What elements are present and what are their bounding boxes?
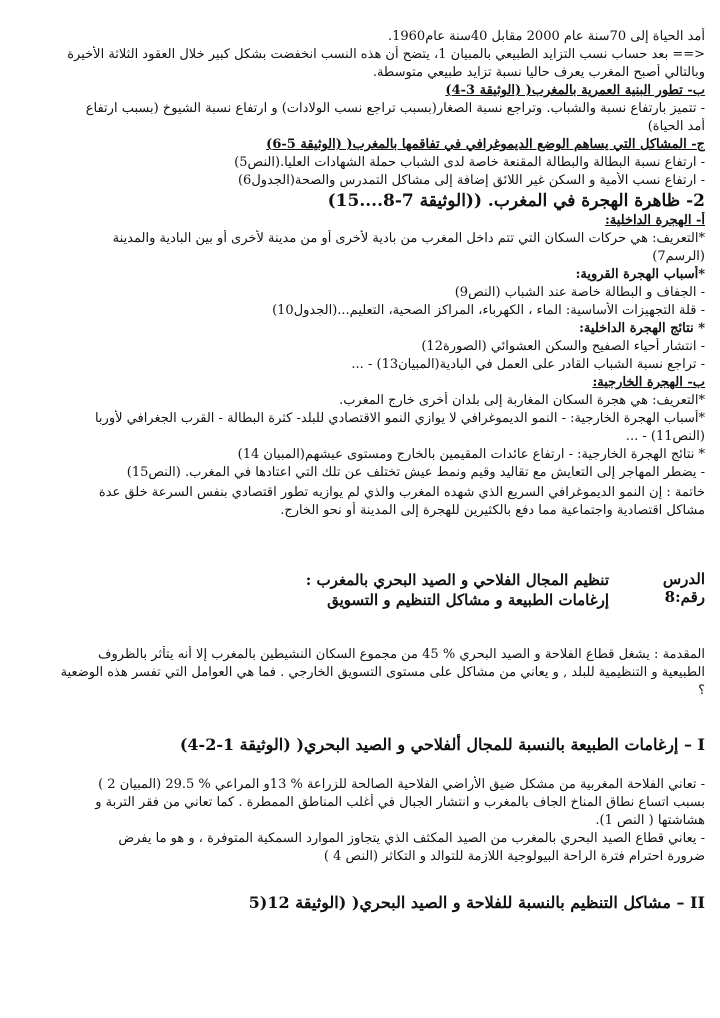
text-line: - انتشار أحياء الصفيح والسكن العشوائي (الصورة12) <box>421 339 705 354</box>
section-c-title: ج- المشاكل التي يساهم الوضع الديموغرافي في تفاقمها بالمغرب( (الوثيقة 5-6) <box>266 137 705 152</box>
text-line: - يعاني قطاع الصيد البحري بالمغرب من الصيد المكثف الذي يتجاوز الموارد السمكية المتوفرة ، و هو ما يفرض <box>118 831 705 846</box>
text-line: - الجفاف و البطالة خاصة عند الشباب (النص9) <box>454 285 705 300</box>
text-line: الطبيعية و التنظيمية للبلد , و يعاني من مشاكل على مستوى التسويق الخارجي . فما هي العوامل التي تفسر هذه الوضعية <box>60 665 705 680</box>
part-1-body <box>15 776 705 866</box>
text-line: - تعاني الفلاحة المغربية من مشكل ضيق الأراضي الفلاحية الصالحة للزراعة % 13و المراعي % 29.5 (المبيان 2 ) <box>98 777 705 792</box>
internal-migration-title: أ- الهجرة الداخلية: <box>604 213 705 228</box>
subheading: *أسباب الهجرة القروية: <box>575 267 705 282</box>
text-line: بسبب اتساع نطاق المناخ الجاف بالمغرب و انتشار الجبال في أغلب المناطق الممطرة . كما تعاني من فقر التربة و <box>95 795 705 810</box>
migration-heading: 2- ظاهرة الهجرة في المغرب. ((الوثيقة 7-8....15) <box>327 191 705 211</box>
document-page <box>15 0 705 912</box>
external-migration-title: ب- الهجرة الخارجية: <box>592 375 705 390</box>
text-line: - يضطر المهاجر إلى التعايش مع تقاليد وقيم ونمط عيش تختلف عن تلك التي اعتادها في المغرب. (النص15) <box>126 465 705 480</box>
section-b-title: ب- تطور البنية العمرية بالمغرب( (الوثيقة 3-4) <box>445 83 705 98</box>
text-line: <== بعد حساب نسب التزايد الطبيعي بالمبيان 1، يتضح أن هذه النسب انخفضت بشكل كبير خلال العقود الثلاثة الأخيرة <box>67 47 705 62</box>
lesson-header <box>15 570 705 610</box>
text-line: (الرسم7) <box>652 249 705 264</box>
text-line: * نتائج الهجرة الخارجية: - ارتفاع عائدات المقيمين بالخارج ومستوى عيشهم(المبيان 14) <box>237 447 705 462</box>
text-line: - ارتفاع نسب الأمية و السكن غير اللائق إضافة إلى مشاكل التمدرس والصحة(الجدول6) <box>237 173 705 188</box>
text-line: هشاشتها ( النص 1). <box>595 813 705 828</box>
text-line: - قلة التجهيزات الأساسية: الماء ، الكهرباء، المراكز الصحية، التعليم...(الجدول10) <box>272 303 705 318</box>
text-line: - تراجع نسبة الشباب القادر على العمل في البادية(المبيان13) - ... <box>351 357 705 372</box>
text-line: *التعريف: هي حركات السكان التي تتم داخل المغرب من بادية لأخرى أو من مدينة لأخرى أو بين البادية والمدينة <box>112 231 705 246</box>
text-line: - تتميز بارتفاع نسبة والشباب. وتراجع نسبة الصغار(بسبب تراجع نسب الولادات) و ارتفاع نسبة الشيوخ (بسبب ارتفاع <box>85 101 705 116</box>
text-line: أمد الحياة) <box>647 119 705 134</box>
lesson-number: الدرس رقم:8 <box>662 570 705 606</box>
text-line: أمد الحياة إلى 70سنة عام 2000 مقابل 40سنة عام1960. <box>387 29 705 44</box>
conclusion-line: مشاكل اقتصادية واجتماعية مما دفع بالكثيرين للهجرة إلى المدينة أو نحو الخارج. <box>280 503 705 518</box>
introduction <box>15 646 705 700</box>
conclusion-line: خاتمة : إن النمو الديموغرافي السريع الذي شهده المغرب والذي لم يوازيه تطور اقتصادي بنفس السرعة خلق عدة <box>98 485 705 500</box>
lesson-title-block <box>306 570 619 610</box>
text-line: *أسباب الهجرة الخارجية: - النمو الديموغرافي لا يوازي النمو الاقتصادي للبلد- كثرة البطالة - القرب الجغرافي لأوربا <box>94 411 705 426</box>
text-line: وبالتالي أصبح المغرب يعرف حاليا نسبة تزايد طبيعي متوسطة. <box>372 65 705 80</box>
subheading: * نتائج الهجرة الداخلية: <box>579 321 705 336</box>
text-line: ضرورة احترام فترة الراحة البيولوجية اللازمة للتوالد و التكاثر (النص 4 ) <box>323 849 705 864</box>
text-line: (النص11) - ... <box>625 429 705 444</box>
part-1-title: I – إرغامات الطبيعة بالنسبة للمجال ألفلاحي و الصيد البحري( (الوثيقة 1-2-4) <box>179 735 705 754</box>
part-2-title: II – مشاكل التنظيم بالنسبة للفلاحة و الصيد البحري( (الوثيقة 12(5 <box>248 893 705 912</box>
text-line: - ارتفاع نسبة البطالة والبطالة المقنعة خاصة لدى الشباب حملة الشهادات العليا.(النص5) <box>234 155 705 170</box>
text-line: *التعريف: هي هجرة السكان المغاربة إلى بلدان أخرى خارج المغرب. <box>339 393 705 408</box>
text-line: ؟ <box>698 683 705 698</box>
lesson-title: تنظيم المجال الفلاحي و الصيد البحري بالمغرب : <box>305 571 609 589</box>
text-line: المقدمة : يشغل قطاع الفلاحة و الصيد البحري % 45 من مجموع السكان النشيطين بالمغرب إلا أنه يتأثر بالظروف <box>98 647 705 662</box>
lesson-subtitle: إرغامات الطبيعة و مشاكل التنظيم و التسويق <box>327 591 609 609</box>
